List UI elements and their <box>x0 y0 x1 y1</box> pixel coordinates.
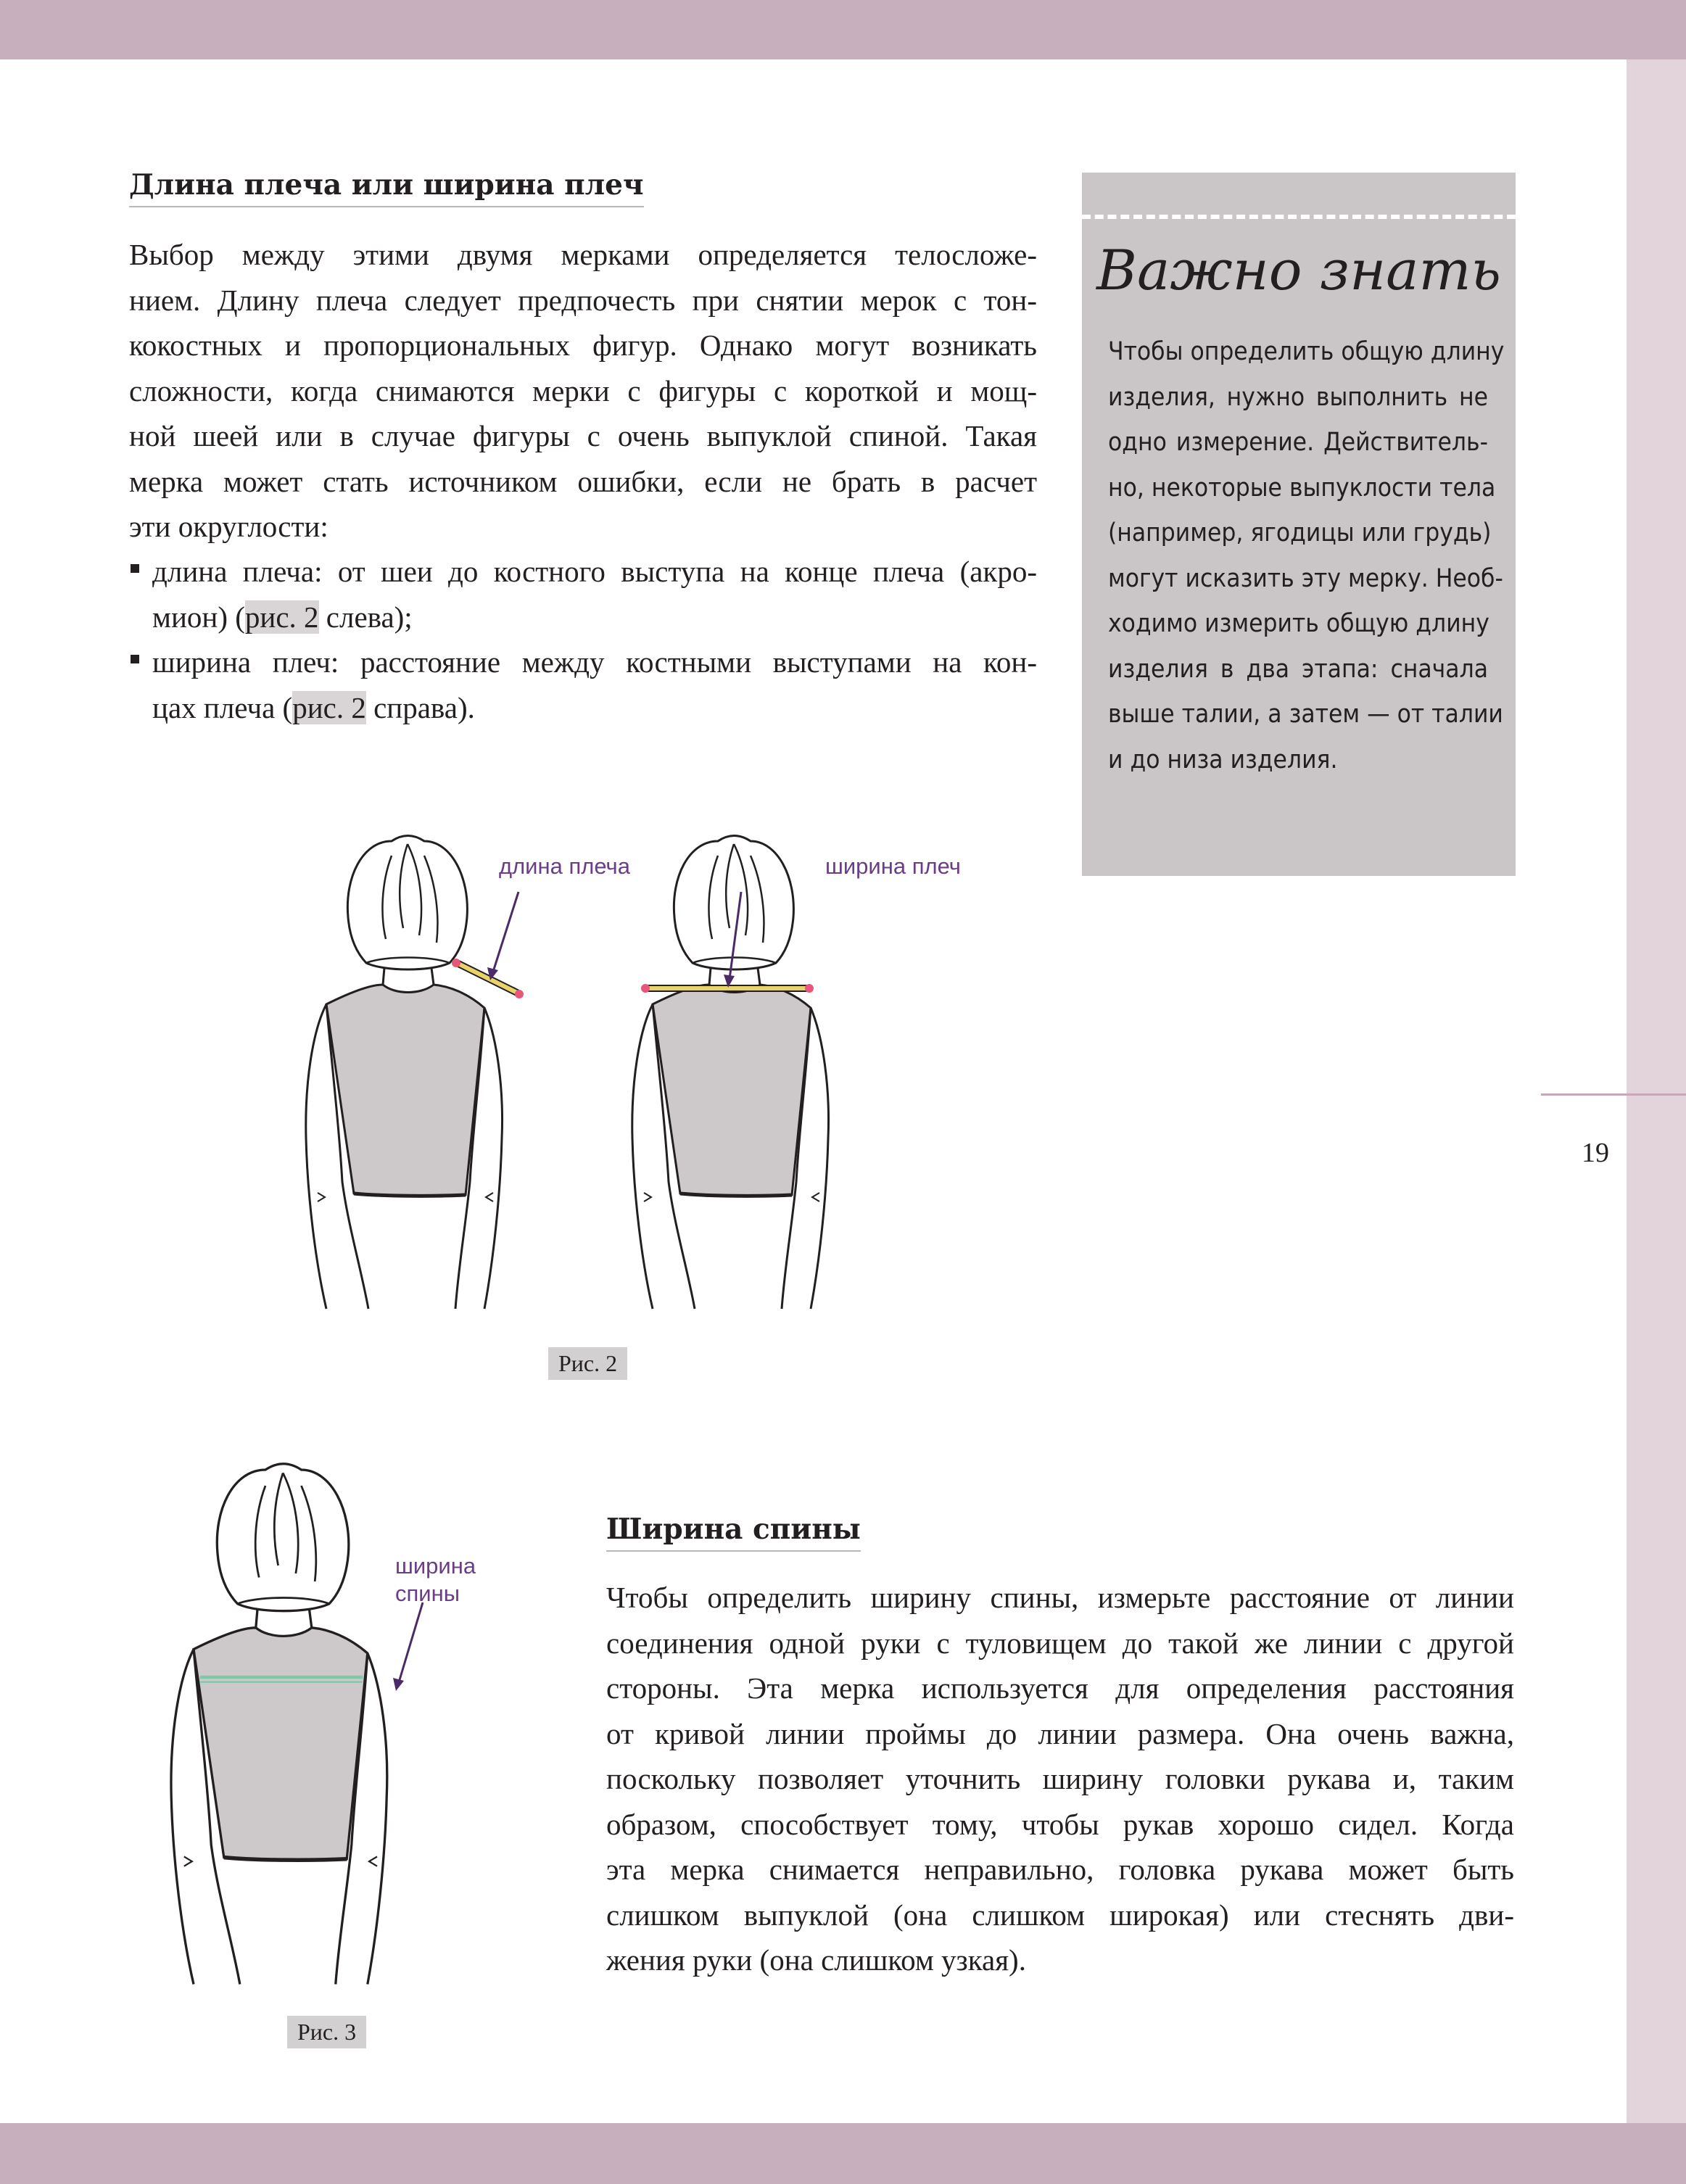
text-line: цах плеча (рис. 2 справа). <box>152 690 475 724</box>
bullet-item-shoulder-width <box>152 640 1037 730</box>
bullet-marker <box>131 655 139 663</box>
note-line: ходимо измерить общую длину <box>1108 609 1489 638</box>
text-line: ширина плеч: расстояние между костными выступами на кон- <box>152 645 1037 679</box>
bullet-item-shoulder-length <box>152 549 1037 640</box>
back-view-right <box>632 836 829 1310</box>
dashed-divider <box>1082 215 1516 219</box>
note-line: но, некоторые выпуклости тела <box>1108 473 1496 502</box>
bullet-marker <box>131 564 139 573</box>
text-line: мерка может стать источником ошибки, если не брать в расчет <box>129 464 1037 498</box>
section-shoulder-paragraph <box>129 232 1037 550</box>
text-line: соединения одной руки с туловищем до такой же линии с другой <box>606 1626 1514 1660</box>
note-line: выше талии, а затем — от талии <box>1108 700 1503 729</box>
text-line: эти округлости: <box>129 510 328 543</box>
figure-3-caption: Рис. 3 <box>287 2016 366 2048</box>
text-line: сложности, когда снимаются мерки с фигуры с короткой и мощ- <box>129 373 1037 408</box>
label-back-width-line1: ширина <box>395 1553 476 1579</box>
text-line: длина плеча: от шеи до костного выступа на конце плеча (акро- <box>152 555 1037 588</box>
section-heading-back-width: Ширина спины <box>606 1513 861 1552</box>
note-line: изделия в два этапа: сначала <box>1108 654 1488 684</box>
note-line: могут исказить эту мерку. Необ- <box>1108 563 1503 593</box>
text-line: мион) (рис. 2 слева); <box>152 600 413 634</box>
text-line: поскольку позволяет уточнить ширину головки рукава и, таким <box>606 1762 1514 1795</box>
text-line: ной шеей или в случае фигуры с очень выпуклой спиной. Такая <box>129 419 1037 452</box>
text-line: слишком выпуклой (она слишком широкая) или стеснять дви- <box>606 1898 1514 1932</box>
figure-2-caption: Рис. 2 <box>548 1347 627 1380</box>
figure-reference: рис. 2 <box>292 690 366 724</box>
section-heading-shoulder: Длина плеча или ширина плеч <box>129 168 644 207</box>
label-shoulder-length: длина плеча <box>499 853 630 879</box>
text-line: от кривой линии проймы до линии размера. Она очень важна, <box>606 1716 1514 1750</box>
note-line: изделия, нужно выполнить не <box>1108 382 1488 412</box>
figure-reference: рис. 2 <box>244 600 319 634</box>
text-line: Выбор между этими двумя мерками определяется телосложе- <box>129 238 1037 271</box>
text-line: нием. Длину плеча следует предпочесть при снятии мерок с тон- <box>129 283 1037 317</box>
text-line: образом, способствует тому, чтобы рукав хорошо сидел. Когда <box>606 1807 1514 1841</box>
note-line: одно измерение. Действитель- <box>1108 428 1488 457</box>
note-text <box>1108 329 1505 782</box>
note-line: (например, ягодицы или грудь) <box>1108 518 1492 547</box>
text-line: кокостных и пропорциональных фигур. Однако могут возникать <box>129 328 1037 362</box>
note-title: Важно знать <box>1096 238 1501 302</box>
side-color-band <box>1627 59 1686 2123</box>
figure-3-illustration <box>138 1407 544 2001</box>
bottom-color-band <box>0 2123 1686 2184</box>
note-line: Чтобы определить общую длину <box>1108 337 1505 366</box>
page-number: 19 <box>1582 1138 1609 1168</box>
back-view-center <box>171 1464 387 1985</box>
page-number-rule <box>1541 1093 1686 1096</box>
back-view-left <box>306 836 524 1310</box>
top-color-band <box>0 0 1686 59</box>
important-note-box <box>1082 173 1516 876</box>
text-line: Чтобы определить ширину спины, измерьте расстояние от линии <box>606 1581 1514 1614</box>
text-line: стороны. Эта мерка используется для определения расстояния <box>606 1671 1514 1705</box>
figure-2-illustration <box>276 790 961 1327</box>
text-line: жения руки (она слишком узкая). <box>606 1943 1026 1977</box>
label-back-width-line2: спины <box>395 1581 460 1606</box>
text-line: эта мерка снимается неправильно, головка рукава может быть <box>606 1853 1514 1886</box>
section-back-width-paragraph <box>606 1575 1514 1983</box>
note-line: и до низа изделия. <box>1108 745 1338 774</box>
label-shoulder-width: ширина плеч <box>825 853 961 879</box>
